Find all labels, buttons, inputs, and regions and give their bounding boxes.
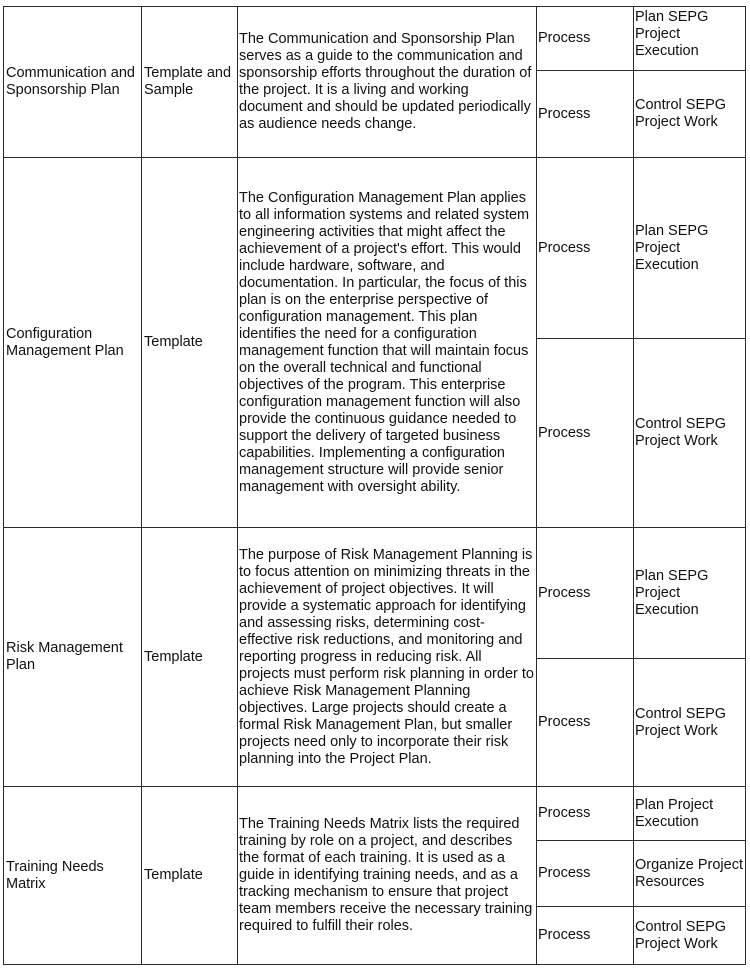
activity-category: Process	[537, 528, 634, 659]
artifact-name: Risk Management Plan	[4, 528, 142, 787]
activity-category: Process	[537, 158, 634, 339]
table-row	[4, 158, 746, 339]
activity-phase: Organize Project Resources	[634, 841, 746, 907]
table-row	[4, 787, 746, 841]
activity-phase: Control SEPG Project Work	[634, 659, 746, 787]
table-row	[4, 528, 746, 659]
artifact-name: Communication and Sponsorship Plan	[4, 7, 142, 158]
activity-category: Process	[537, 841, 634, 907]
artifact-table	[3, 6, 746, 965]
activity-category: Process	[537, 907, 634, 965]
table-row	[4, 7, 746, 71]
activity-category: Process	[537, 7, 634, 71]
activity-phase: Control SEPG Project Work	[634, 907, 746, 965]
artifact-description: The Communication and Sponsorship Plan serves as a guide to the communication and sponsorship efforts throughout the duration of the project. It is a living and working document and should be updated periodically as audience needs change.	[238, 7, 537, 158]
activity-phase: Control SEPG Project Work	[634, 339, 746, 528]
artifact-type: Template and Sample	[142, 7, 238, 158]
artifact-description: The Configuration Management Plan applies to all information systems and related system engineering activities that might affect the achievement of a project's effort. This would include hardware, software, and documentation. In particular, the focus of this plan is on the enterprise perspective of configuration management. This plan identifies the need for a configuration management function that will maintain focus on the overall technical and functional objectives of the program. This enterprise configuration management function will also provide the continuous guidance needed to support the delivery of targeted business capabilities. Implementing a configuration management structure will provide senior management with oversight ability.	[238, 158, 537, 528]
artifact-type: Template	[142, 158, 238, 528]
artifact-name: Configuration Management Plan	[4, 158, 142, 528]
artifact-name: Training Needs Matrix	[4, 787, 142, 965]
artifact-type: Template	[142, 787, 238, 965]
activity-phase: Plan Project Execution	[634, 787, 746, 841]
activity-phase: Control SEPG Project Work	[634, 71, 746, 158]
activity-phase: Plan SEPG Project Execution	[634, 158, 746, 339]
artifact-type: Template	[142, 528, 238, 787]
artifact-description: The purpose of Risk Management Planning is to focus attention on minimizing threats in the achievement of project objectives. It will provide a systematic approach for identifying and assessing risks, determining cost-effective risk reductions, and monitoring and reporting progress in reducing risk. All projects must perform risk planning in order to achieve Risk Management Planning objectives. Large projects should create a formal Risk Management Plan, but smaller projects need only to incorporate their risk planning into the Project Plan.	[238, 528, 537, 787]
activity-category: Process	[537, 339, 634, 528]
artifact-description: The Training Needs Matrix lists the required training by role on a project, and describes the format of each training. It is used as a guide in identifying training needs, and as a tracking mechanism to ensure that project team members receive the necessary training required to fulfill their roles.	[238, 787, 537, 965]
activity-category: Process	[537, 659, 634, 787]
activity-category: Process	[537, 71, 634, 158]
activity-phase: Plan SEPG Project Execution	[634, 528, 746, 659]
activity-category: Process	[537, 787, 634, 841]
activity-phase: Plan SEPG Project Execution	[634, 7, 746, 71]
